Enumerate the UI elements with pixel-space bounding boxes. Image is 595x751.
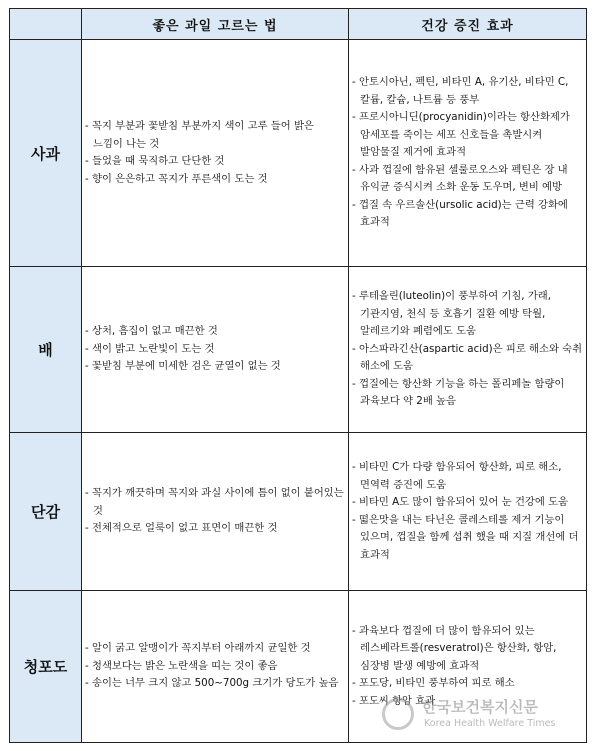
table-row — [10, 40, 587, 267]
list-item: - 향이 은은하고 꼭지가 푸른색이 도는 것 — [85, 171, 345, 189]
list-item: - 포도당, 비타민 풍부하여 피로 해소 — [352, 675, 583, 693]
select-list — [82, 118, 348, 188]
watermark-text-ko: 한국보건복지신문 — [422, 698, 538, 716]
watermark-text-en: Korea Health Welfare Times — [424, 718, 556, 729]
health-cell — [349, 433, 587, 591]
list-item: - 꼭지가 깨끗하며 꼭지와 과실 사이에 틈이 없이 붙어있는 것 — [85, 485, 345, 520]
header-select: 좋은 과일 고르는 법 — [82, 9, 349, 40]
list-item: - 상처, 흠집이 없고 매끈한 것 — [85, 323, 345, 341]
list-item: - 꼭지 부분과 꽃받침 부분까지 색이 고루 들어 밝은 느낌이 나는 것 — [85, 118, 345, 153]
header-health: 건강 증진 효과 — [349, 9, 587, 40]
list-item: - 알이 굵고 알맹이가 꼭지부터 아래까지 균일한 것 — [85, 640, 345, 658]
list-item: - 꽃받침 부분에 미세한 검은 균열이 없는 것 — [85, 358, 345, 376]
table-row — [10, 433, 587, 591]
fruit-name: 사과 — [10, 40, 82, 267]
health-list — [349, 74, 586, 232]
list-item: - 들었을 때 묵직하고 단단한 것 — [85, 153, 345, 171]
health-list — [349, 288, 586, 411]
list-item: - 색이 밝고 노란빛이 도는 것 — [85, 341, 345, 359]
list-item: - 청색보다는 밝은 노란색을 띠는 것이 좋음 — [85, 658, 345, 676]
health-cell — [349, 40, 587, 267]
table-header-row — [10, 9, 587, 40]
list-item: - 과육보다 껍질에 더 많이 함유되어 있는 레스베라트롤(resveratrol)은 항산화, 항암, 심장병 발생 예방에 효과적 — [352, 623, 583, 676]
list-item: - 안토시아닌, 펙틴, 비타민 A, 유기산, 비타민 C, 칼륨, 칼슘, 나트륨 등 풍부 — [352, 74, 583, 109]
fruit-guide-table — [9, 8, 587, 743]
list-item: - 전체적으로 얼룩이 없고 표면이 매끈한 것 — [85, 520, 345, 538]
list-item: - 아스파라긴산(aspartic acid)은 피로 해소와 숙취 해소에 도움 — [352, 341, 583, 376]
watermark-logo-icon — [382, 698, 414, 730]
select-list — [82, 640, 348, 693]
health-cell — [349, 267, 587, 433]
health-list — [349, 459, 586, 564]
list-item: - 비타민 C가 다량 함유되어 항산화, 피로 해소, 면역력 증진에 도움 — [352, 459, 583, 494]
select-cell — [82, 591, 349, 743]
list-item: - 포도씨 항암 효과 — [352, 693, 583, 711]
header-fruit — [10, 9, 82, 40]
watermark — [378, 690, 583, 740]
fruit-name: 청포도 — [10, 591, 82, 743]
list-item: - 떫은맛을 내는 타닌은 콜레스테롤 제거 기능이 있으며, 껍질을 함께 섭취 했을 때 지질 개선에 더 효과적 — [352, 512, 583, 565]
select-cell — [82, 40, 349, 267]
list-item: - 프로시아니딘(procyanidin)이라는 항산화제가 암세포를 죽이는 세포 신호들을 촉발시켜 발암물질 제거에 효과적 — [352, 109, 583, 162]
list-item: - 비타민 A도 많이 함유되어 있어 눈 건강에 도움 — [352, 494, 583, 512]
list-item: - 껍질에는 항산화 기능을 하는 폴리페놀 함량이 과육보다 약 2배 높음 — [352, 376, 583, 411]
select-cell — [82, 267, 349, 433]
select-list — [82, 323, 348, 376]
select-list — [82, 485, 348, 538]
list-item: - 루테올린(luteolin)이 풍부하여 기침, 가래, 기관지염, 천식 등 호흡기 질환 예방 탁월, 알레르기와 폐렴에도 도움 — [352, 288, 583, 341]
fruit-name: 배 — [10, 267, 82, 433]
list-item: - 송이는 너무 크지 않고 500~700g 크기가 당도가 높음 — [85, 675, 345, 693]
select-cell — [82, 433, 349, 591]
fruit-name: 단감 — [10, 433, 82, 591]
list-item: - 사과 껍질에 함유된 셀룰로오스와 펙틴은 장 내 유익균 증식시켜 소화 운동 도우며, 변비 예방 — [352, 162, 583, 197]
list-item: - 껍질 속 우르솔산(ursolic acid)는 근력 강화에 효과적 — [352, 197, 583, 232]
table-row — [10, 267, 587, 433]
